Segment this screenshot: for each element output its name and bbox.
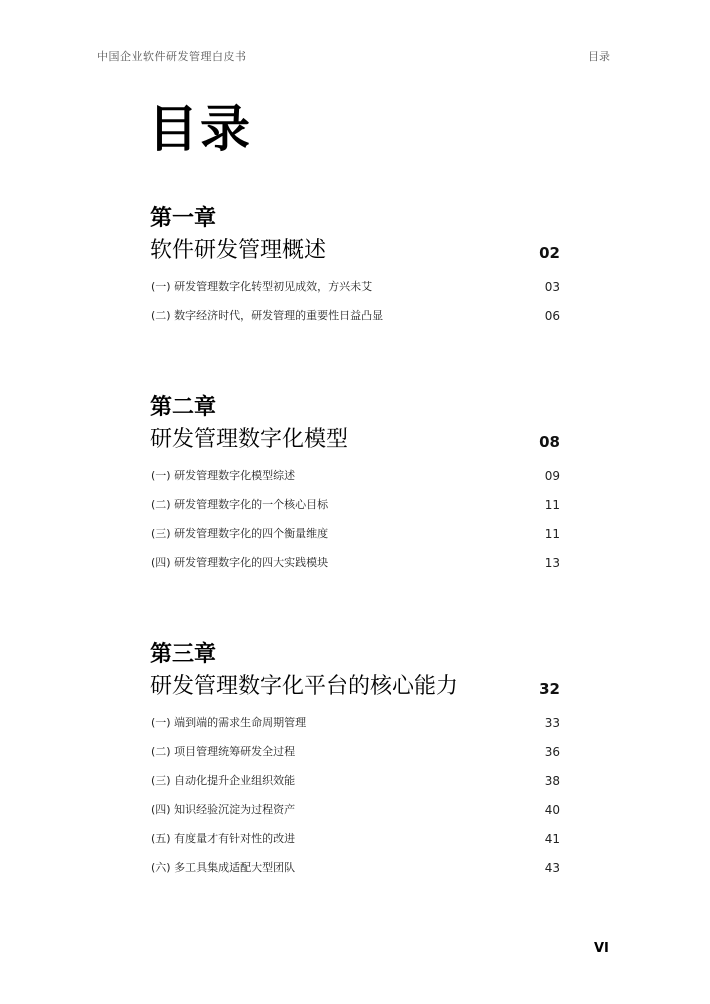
chapter-title: 研发管理数字化模型 bbox=[150, 427, 349, 452]
chapter-page-number: 02 bbox=[539, 244, 560, 262]
toc-entry-text: (三) 研发管理数字化的四个衡量维度 bbox=[151, 527, 329, 540]
toc-entry-text: (三) 自动化提升企业组织效能 bbox=[151, 774, 296, 787]
toc-entry[interactable] bbox=[150, 553, 560, 582]
chapter-title: 研发管理数字化平台的核心能力 bbox=[150, 674, 459, 699]
chapter-page-number: 08 bbox=[539, 433, 560, 451]
toc-entry[interactable] bbox=[150, 858, 560, 887]
toc-entry-page: 33 bbox=[544, 716, 560, 730]
page-title: 目录 bbox=[148, 100, 252, 158]
toc-entry-text: (六) 多工具集成适配大型团队 bbox=[151, 861, 296, 874]
toc-entry[interactable] bbox=[150, 771, 560, 800]
toc-entry-page: 06 bbox=[544, 309, 560, 323]
toc-entry-page: 11 bbox=[544, 527, 560, 541]
toc-entry-page: 13 bbox=[544, 556, 560, 570]
chapter-2 bbox=[150, 394, 560, 582]
toc-entry-page: 09 bbox=[544, 469, 560, 483]
running-head-book-title: 中国企业软件研发管理白皮书 bbox=[97, 50, 247, 63]
toc-entry-text: (五) 有度量才有针对性的改进 bbox=[151, 832, 296, 845]
chapter-1 bbox=[150, 205, 560, 335]
toc-entry-page: 40 bbox=[544, 803, 560, 817]
toc-entry[interactable] bbox=[150, 495, 560, 524]
toc-entry-text: (一) 研发管理数字化转型初见成效，方兴未艾 bbox=[151, 280, 373, 293]
toc-entry[interactable] bbox=[150, 713, 560, 742]
chapter-page-number: 32 bbox=[539, 680, 560, 698]
toc-entry-text: (四) 研发管理数字化的四大实践模块 bbox=[151, 556, 329, 569]
running-head-section: 目录 bbox=[588, 50, 610, 63]
chapter-3 bbox=[150, 641, 560, 887]
chapter-label: 第二章 bbox=[150, 395, 217, 420]
toc-entry-text: (二) 数字经济时代，研发管理的重要性日益凸显 bbox=[151, 309, 384, 322]
toc-entry-text: (四) 知识经验沉淀为过程资产 bbox=[151, 803, 296, 816]
toc-entry[interactable] bbox=[150, 306, 560, 335]
chapter-heading-link[interactable] bbox=[150, 671, 560, 705]
chapter-label: 第三章 bbox=[150, 642, 217, 667]
toc-entry-page: 38 bbox=[544, 774, 560, 788]
toc-entry-page: 43 bbox=[544, 861, 560, 875]
toc-entry-page: 41 bbox=[544, 832, 560, 846]
toc-entry[interactable] bbox=[150, 742, 560, 771]
chapter-label: 第一章 bbox=[150, 206, 217, 231]
toc-entry-page: 11 bbox=[544, 498, 560, 512]
toc-entry-text: (二) 研发管理数字化的一个核心目标 bbox=[151, 498, 329, 511]
toc-entry[interactable] bbox=[150, 800, 560, 829]
toc-entry[interactable] bbox=[150, 277, 560, 306]
toc-entry[interactable] bbox=[150, 829, 560, 858]
toc-entry-page: 36 bbox=[544, 745, 560, 759]
page-folio-number: VI bbox=[594, 941, 609, 956]
chapter-title: 软件研发管理概述 bbox=[150, 238, 327, 263]
toc-entry-text: (二) 项目管理统筹研发全过程 bbox=[151, 745, 296, 758]
toc-entry-text: (一) 研发管理数字化模型综述 bbox=[151, 469, 296, 482]
toc-entry-text: (一) 端到端的需求生命周期管理 bbox=[151, 716, 307, 729]
toc-entry[interactable] bbox=[150, 466, 560, 495]
chapter-heading-link[interactable] bbox=[150, 424, 560, 458]
toc-entry[interactable] bbox=[150, 524, 560, 553]
chapter-heading-link[interactable] bbox=[150, 235, 560, 269]
toc-entry-page: 03 bbox=[544, 280, 560, 294]
